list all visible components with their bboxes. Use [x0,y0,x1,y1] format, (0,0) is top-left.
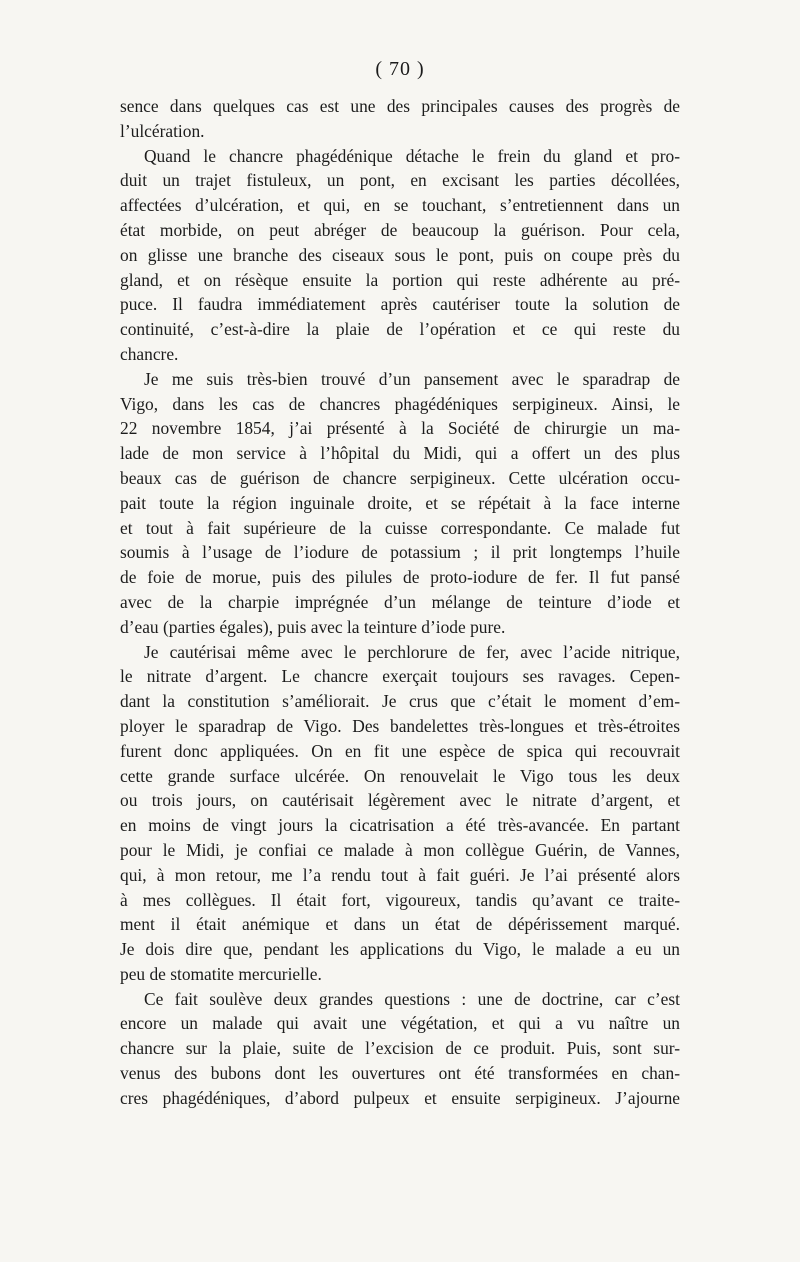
text-line: ment il était anémique et dans un état de dépérissement marqué. [120,914,680,935]
text-line: en moins de vingt jours la cicatrisation a été très-avancée. En partant [120,815,680,836]
text-line: affectées d’ulcération, et qui, en se touchant, s’entretiennent dans un [120,195,680,216]
text-line: Ce fait soulève deux grandes questions : une de doctrine, car c’est [144,988,680,1009]
text-line: continuité, c’est-à-dire la plaie de l’opération et ce qui reste du [120,319,680,340]
text-line: ployer le sparadrap de Vigo. Des bandelettes très-longues et très-étroites [120,715,680,736]
text-line: l’ulcération. [120,120,205,141]
text-line: puce. Il faudra immédiatement après cautériser toute la solution de [120,294,680,315]
text-line: sence dans quelques cas est une des principales causes des progrès de [120,96,680,116]
text-line: chancre sur la plaie, suite de l’excision de ce produit. Puis, sont sur- [120,1038,680,1059]
text-line: Quand le chancre phagédénique détache le frein du gland et pro- [144,145,680,166]
text-line: pour le Midi, je confiai ce malade à mon collègue Guérin, de Vannes, [120,839,680,860]
text-line: chancre. [120,343,179,364]
text-line: pait toute la région inguinale droite, et se répétait à la face interne [120,492,680,513]
text-line: on glisse une branche des ciseaux sous le pont, puis on coupe près du [120,244,680,265]
text-line: Vigo, dans les cas de chancres phagédéniques serpigineux. Ainsi, le [120,393,680,414]
text-line: peu de stomatite mercurielle. [120,963,322,984]
text-line: dant la constitution s’améliorait. Je crus que c’était le moment d’em- [120,691,680,712]
text-line: 22 novembre 1854, j’ai présenté à la Société de chirurgie un ma- [120,418,680,439]
text-line: état morbide, on peut abréger de beaucoup la guérison. Pour cela, [120,219,680,240]
text-line: avec de la charpie imprégnée d’un mélange de teinture d’iode et [120,591,680,612]
page-number: ( 70 ) [375,58,425,80]
text-line: venus des bubons dont les ouvertures ont été transformées en chan- [120,1063,680,1084]
text-line: d’eau (parties égales), puis avec la teinture d’iode pure. [120,616,506,637]
text-line: soumis à l’usage de l’iodure de potassium ; il prit longtemps l’huile [120,542,680,563]
text-line: lade de mon service à l’hôpital du Midi, qui a offert un des plus [120,443,680,464]
text-line: et tout à fait supérieure de la cuisse correspondante. Ce malade fut [120,517,680,538]
text-line: Je me suis très-bien trouvé d’un pansement avec le sparadrap de [144,368,680,389]
text-line: cette grande surface ulcérée. On renouvelait le Vigo tous les deux [120,765,680,786]
text-line: furent donc appliquées. On en fit une espèce de spica qui recouvrait [120,740,680,761]
text-line: Je dois dire que, pendant les applications du Vigo, le malade a eu un [120,939,680,960]
text-line: encore un malade qui avait une végétation, et qui a vu naître un [120,1013,680,1034]
text-line: le nitrate d’argent. Le chancre exerçait toujours ses ravages. Cepen- [120,666,680,687]
body-text [120,94,680,1111]
text-line: cres phagédéniques, d’abord pulpeux et ensuite serpigineux. J’ajourne [120,1087,680,1108]
text-line: Je cautérisai même avec le perchlorure de fer, avec l’acide nitrique, [144,641,680,662]
text-line: beaux cas de guérison de chancre serpigineux. Cette ulcération occu- [120,467,680,488]
text-line: gland, et on résèque ensuite la portion qui reste adhérente au pré- [120,269,680,290]
text-line: qui, à mon retour, me l’a rendu tout à fait guéri. Je l’ai présenté alors [120,864,680,885]
text-line: duit un trajet fistuleux, un pont, en excisant les parties décollées, [120,170,680,191]
text-line: de foie de morue, puis des pilules de proto-iodure de fer. Il fut pansé [120,567,680,588]
text-line: ou trois jours, on cautérisait légèrement avec le nitrate d’argent, et [120,790,680,811]
text-line: à mes collègues. Il était fort, vigoureux, tandis qu’avant ce traite- [120,889,680,910]
